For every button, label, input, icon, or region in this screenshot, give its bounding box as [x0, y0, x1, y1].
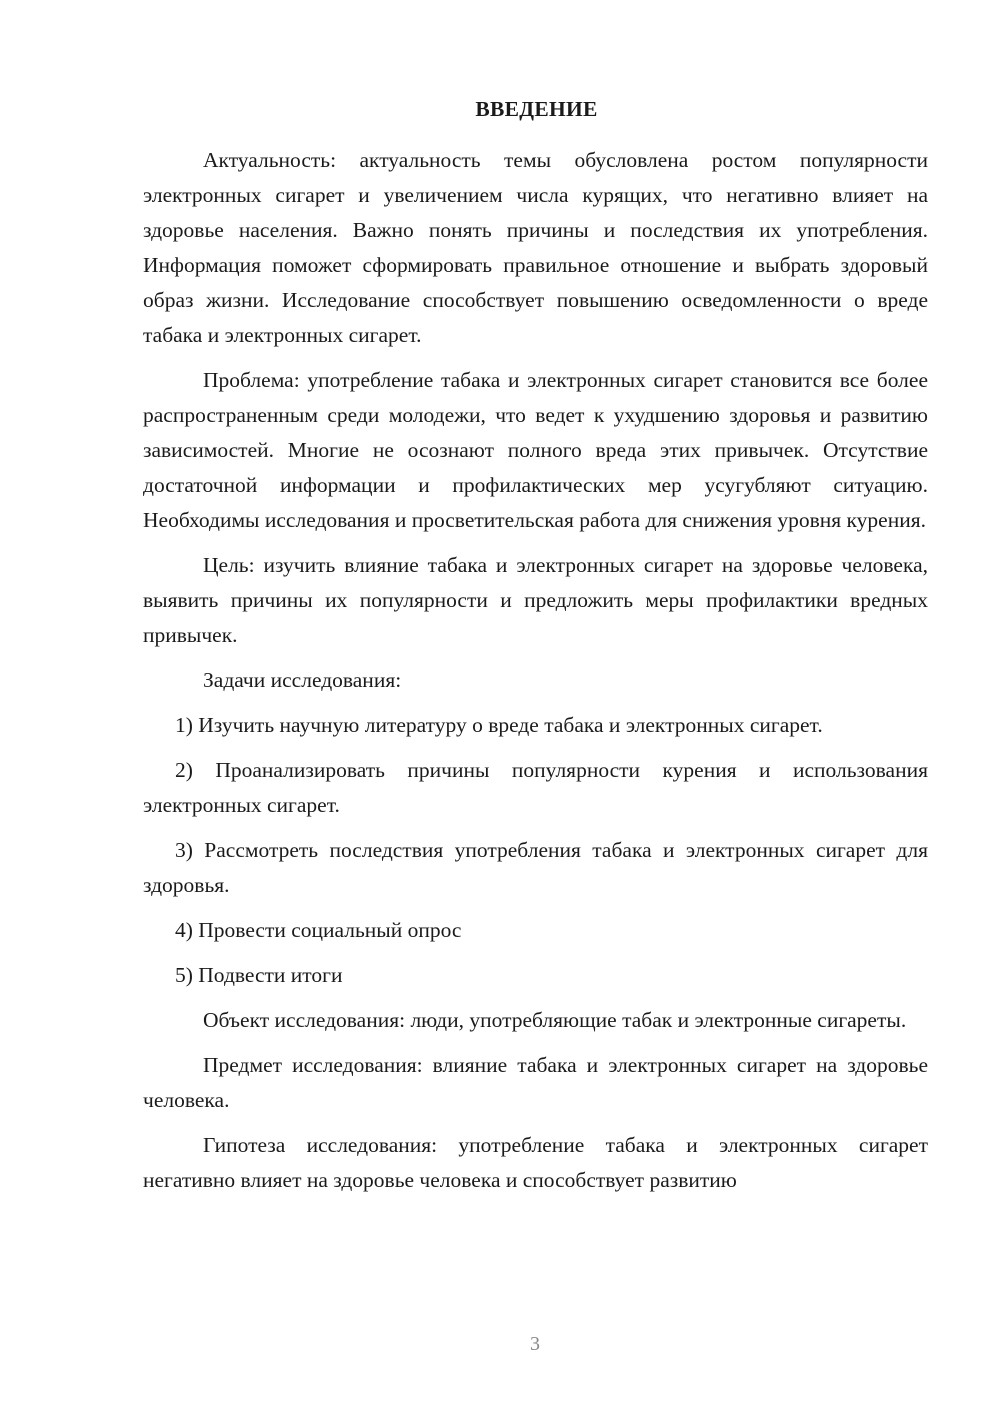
paragraph-goal: Цель: изучить влияние табака и электронных сигарет на здоровье человека, выявить причины их популярности и предложить меры профилактики вредных привычек.	[143, 553, 928, 647]
task-item-4: 4) Провести социальный опрос	[175, 918, 462, 942]
section-title: ВВЕДЕНИЕ	[475, 97, 598, 121]
task-item-3: 3) Рассмотреть последствия употребления табака и электронных сигарет для здоровья.	[143, 838, 928, 897]
paragraph-relevance: Актуальность: актуальность темы обусловлена ростом популярности электронных сигарет и увеличением числа курящих, что негативно влияет на здоровье населения. Важно понять причины и последствия их употребления. Информация поможет сформировать правильное отношение и выбрать здоровый образ жизни. Исследование способствует повышению осведомленности о вреде табака и электронных сигарет.	[143, 148, 928, 347]
task-item-5: 5) Подвести итоги	[175, 963, 343, 987]
paragraph-subject: Предмет исследования: влияние табака и электронных сигарет на здоровье человека.	[143, 1053, 928, 1112]
paragraph-problem: Проблема: употребление табака и электронных сигарет становится все более распространенным среди молодежи, что ведет к ухудшению здоровья и развитию зависимостей. Многие не осознают полного вреда этих привычек. Отсутствие достаточной информации и профилактических мер усугубляют ситуацию. Необходимы исследования и просветительская работа для снижения уровня курения.	[143, 368, 928, 532]
document-page	[143, 92, 928, 1208]
task-item-2: 2) Проанализировать причины популярности курения и использования электронных сигарет.	[143, 758, 928, 817]
task-item-1: 1) Изучить научную литературу о вреде табака и электронных сигарет.	[175, 713, 823, 737]
tasks-heading: Задачи исследования:	[203, 668, 402, 692]
paragraph-object: Объект исследования: люди, употребляющие табак и электронные сигареты.	[203, 1008, 907, 1032]
paragraph-hypothesis: Гипотеза исследования: употребление табака и электронных сигарет негативно влияет на здоровье человека и способствует развитию	[143, 1133, 928, 1192]
page-number: 3	[530, 1333, 540, 1355]
